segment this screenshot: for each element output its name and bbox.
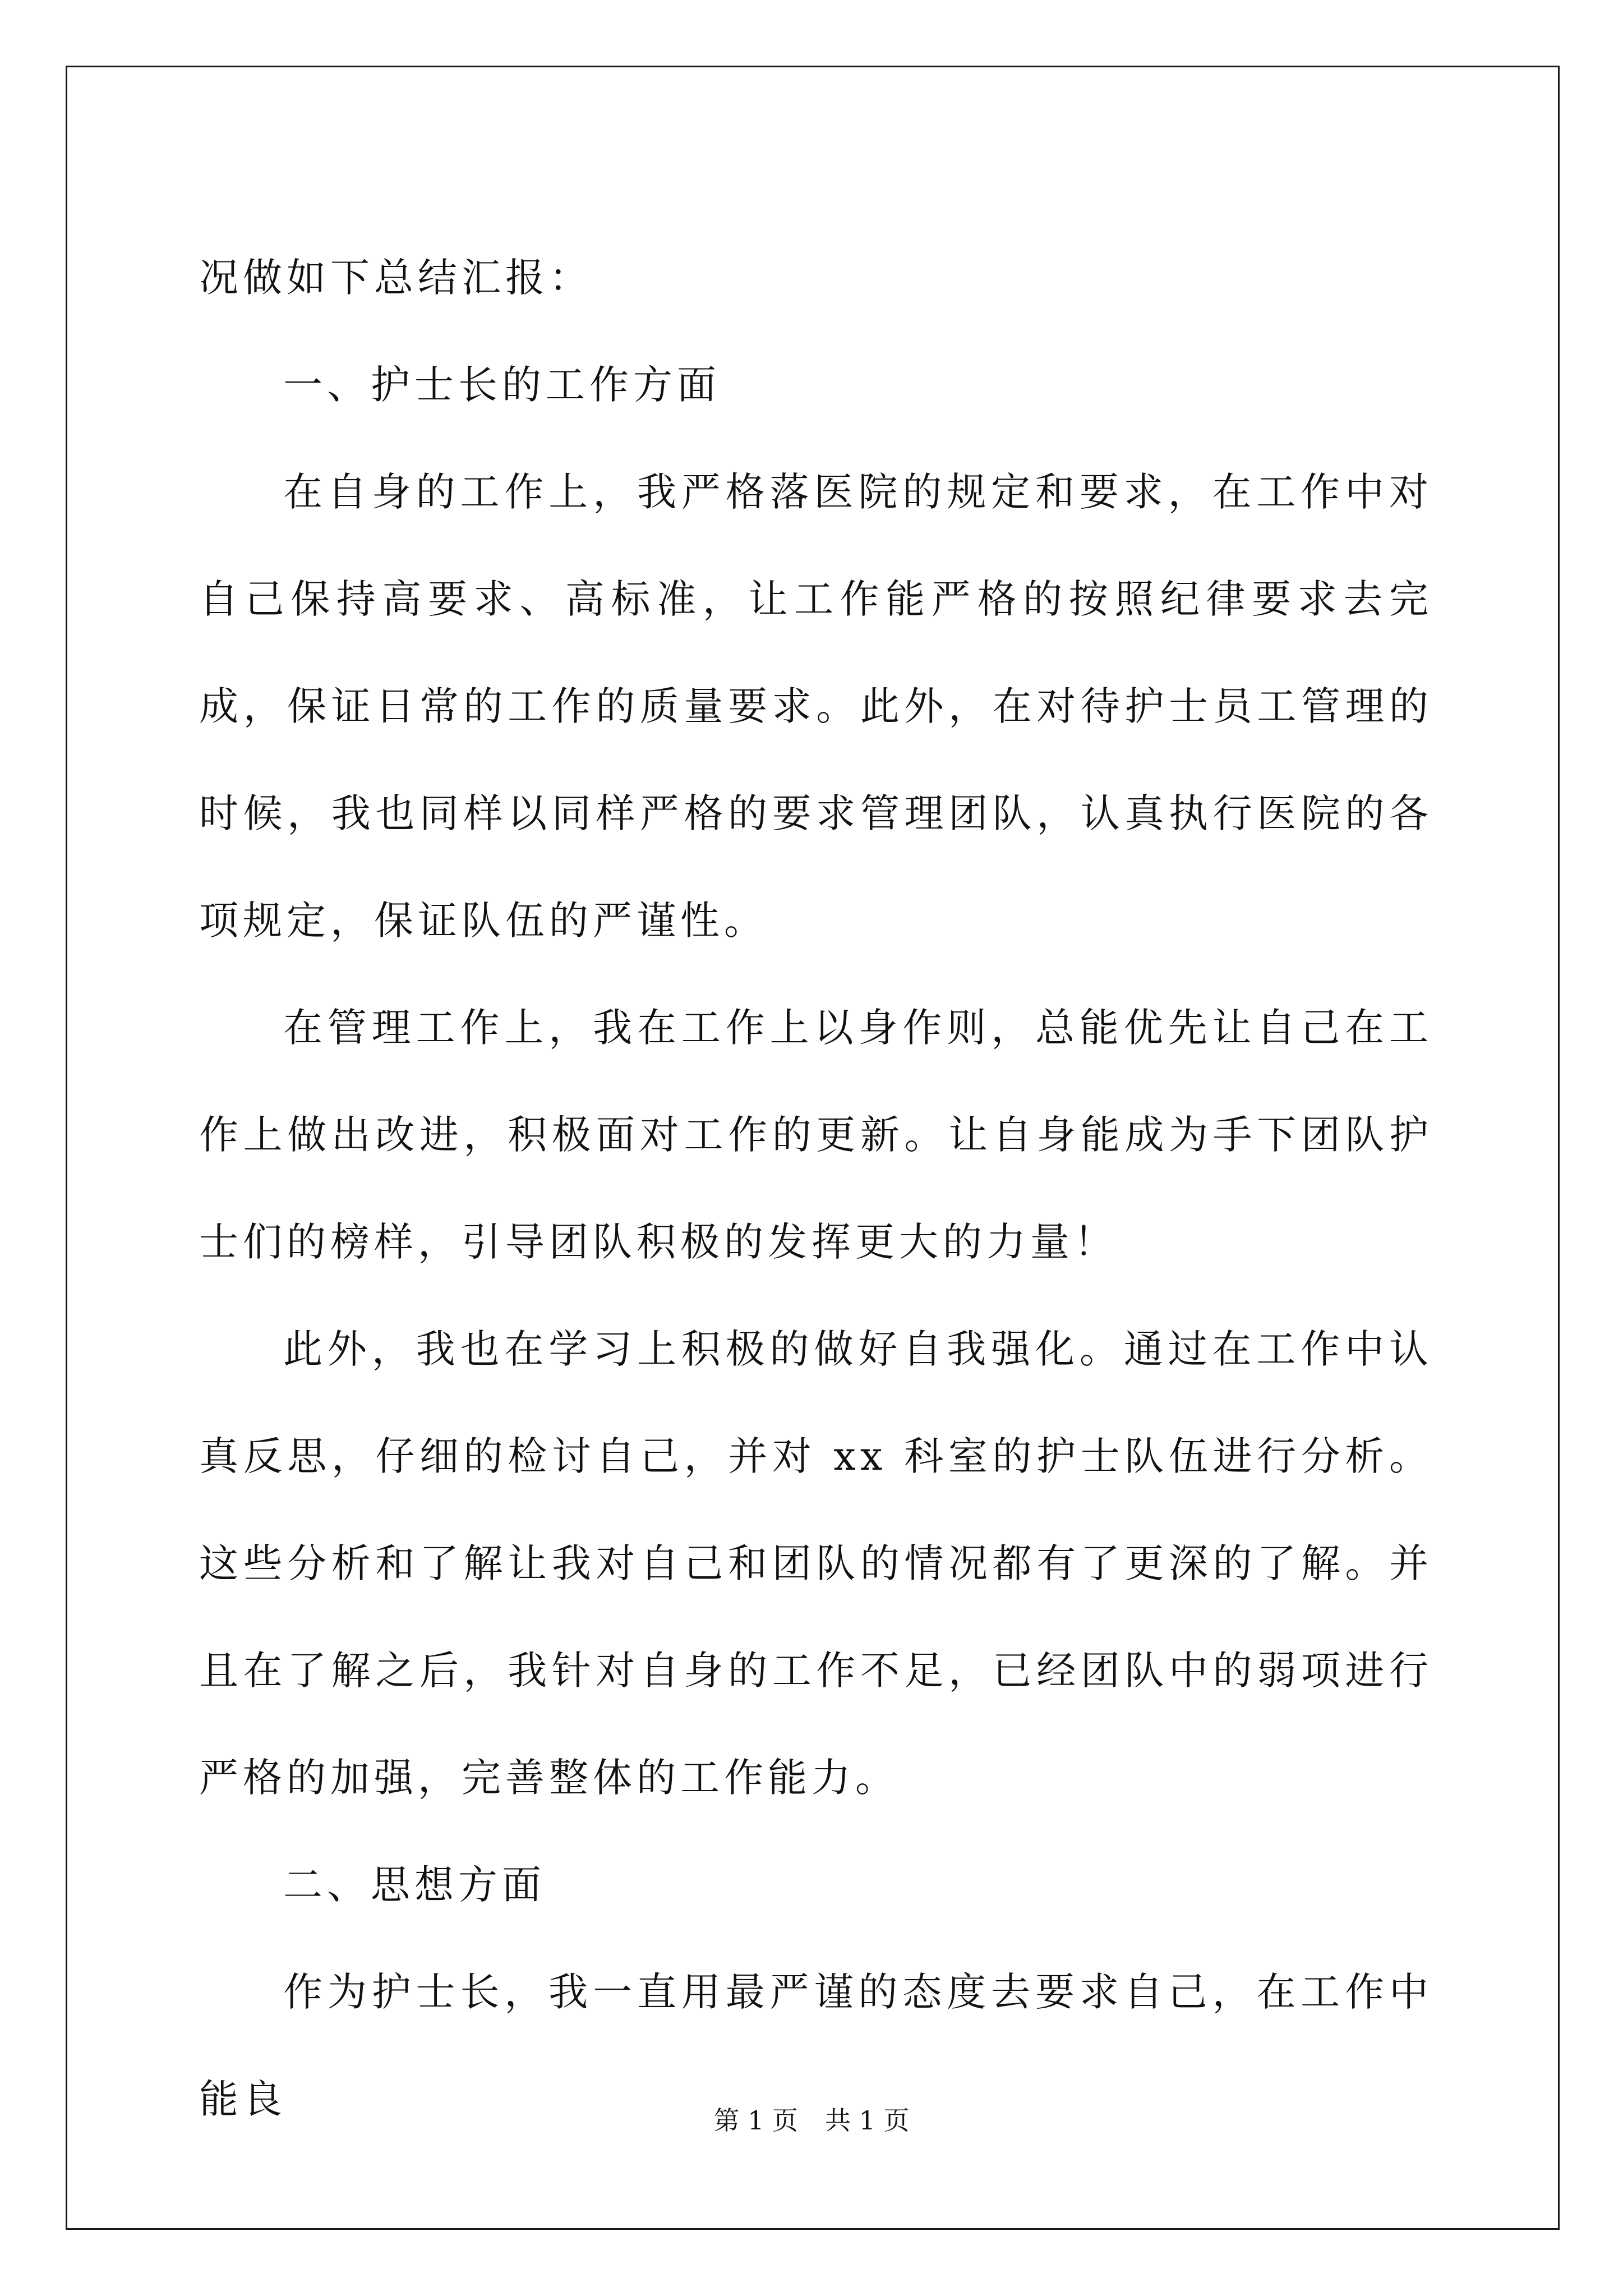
section-heading-nurse-work: 一、护士长的工作方面 [283,362,721,408]
page-number-current: 第 1 页 [713,2105,798,2136]
paragraph-thought: 作为护士长，我一直用最严谨的态度去要求自己，在工作中能良 [199,1969,1433,2122]
section-heading-thought: 二、思想方面 [283,1862,546,1908]
paragraph-continuation: 况做如下总结汇报： [199,255,593,301]
paragraph-management: 在管理工作上，我在工作上以身作则，总能优先让自己在工作上做出改进，积极面对工作的更新。让自身能成为手下团队护士们的榜样，引导团队积极的发挥更大的力量！ [199,1005,1433,1265]
document-body [199,224,1433,2153]
paragraph-self-work: 在自身的工作上，我严格落医院的规定和要求，在工作中对自己保持高要求、高标准，让工作能严格的按照纪律要求去完成，保证日常的工作的质量要求。此外，在对待护士员工管理的时候，我也同样以同样严格的要求管理团队，认真执行医院的各项规定，保证队伍的严谨性。 [199,469,1433,944]
paragraph-learning: 此外，我也在学习上积极的做好自我强化。通过在工作中认真反思，仔细的检讨自己，并对 xx 科室的护士队伍进行分析。这些分析和了解让我对自己和团队的情况都有了更深的了解。并且在了解之后，我针对自身的工作不足，已经团队中的弱项进行严格的加强，完善整体的工作能力。 [199,1326,1433,1801]
page-number-total: 共 1 页 [825,2105,910,2136]
page-footer [0,2104,1623,2137]
